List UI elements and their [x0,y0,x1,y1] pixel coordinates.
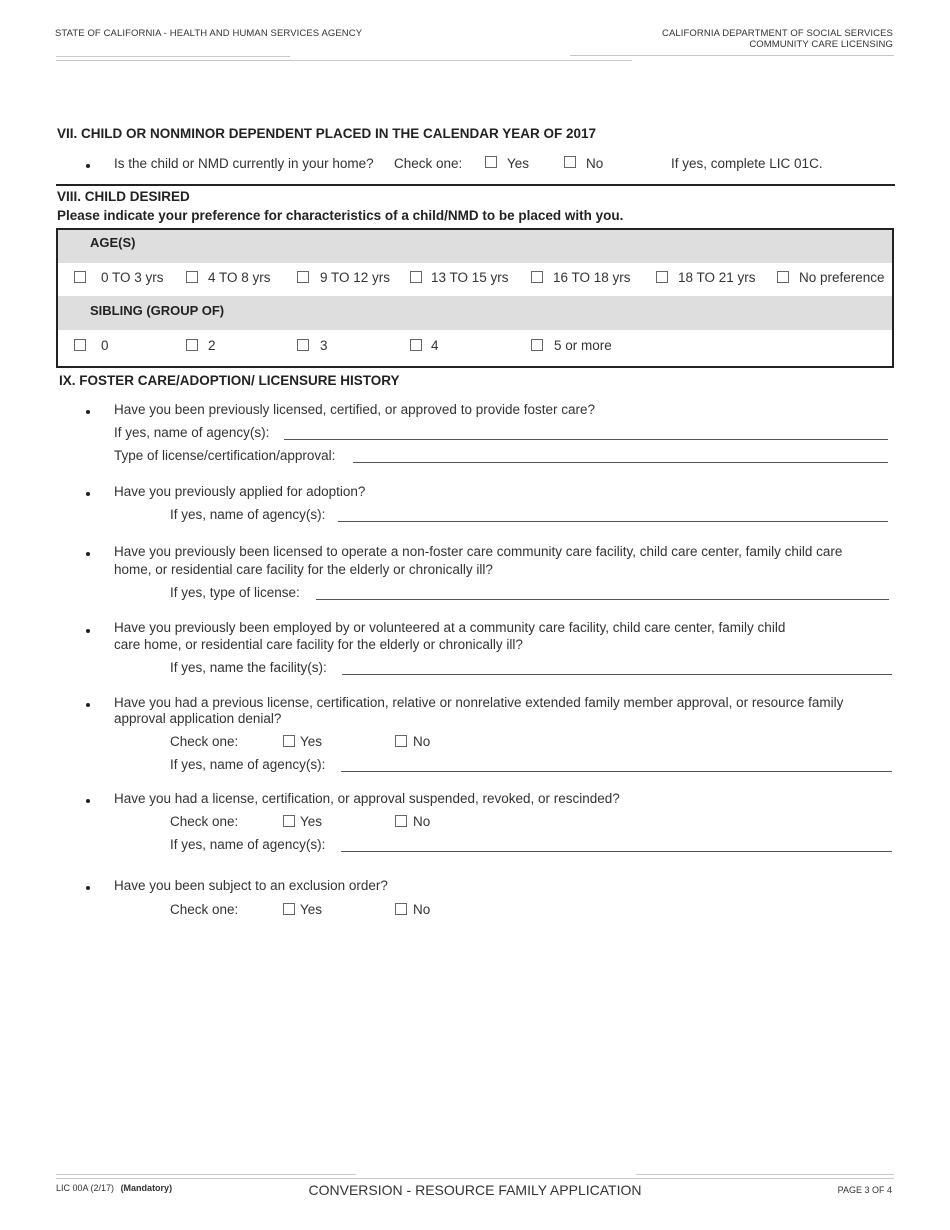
section-7-check-one: Check one: [394,156,463,171]
q7-check-one: Check one: [170,902,239,917]
header-rule-mid [56,60,632,61]
section-8-instruction: Please indicate your preference for characteristics of a child/NMD to be placed with you. [57,208,624,223]
footer-rule-left [56,1174,356,1175]
ages-label: AGE(S) [90,235,136,250]
age-4-8-checkbox[interactable] [186,271,198,283]
q4-facility-label: If yes, name the facility(s): [170,660,327,675]
q6-yes-checkbox[interactable] [283,815,295,827]
q5-text-line-1: Have you had a previous license, certification, relative or nonrelative extended family member approval, or resource family [114,695,844,710]
footer-rule-right [636,1174,894,1175]
age-0-3-label: 0 TO 3 yrs [101,270,164,285]
q5-no-label: No [413,734,431,749]
q3-type-input[interactable] [316,599,889,600]
sibling-2-checkbox[interactable] [186,339,198,351]
sibling-4-label: 4 [431,338,439,353]
department-line-2: COMMUNITY CARE LICENSING [749,39,893,50]
q7-no-label: No [413,902,431,917]
footer-rule-full [56,1178,894,1179]
q6-text: Have you had a license, certification, or approval suspended, revoked, or rescinded? [114,791,620,806]
header-rule-left [56,56,290,57]
header-rule-right [570,55,894,56]
q1-agency-label: If yes, name of agency(s): [114,425,270,440]
q5-no-checkbox[interactable] [395,735,407,747]
form-id-text: LIC 00A (2/17) [56,1183,115,1193]
sibling-2-label: 2 [208,338,216,353]
q4-text-line-2: care home, or residential care facility for the elderly or chronically ill? [114,637,523,652]
mandatory-label: (Mandatory) [120,1183,173,1193]
q3-text-line-2: home, or residential care facility for the elderly or chronically ill? [114,562,493,577]
q4-text-line-1: Have you previously been employed by or volunteered at a community care facility, child care center, family child [114,620,786,635]
q3-text-line-1: Have you previously been licensed to operate a non-foster care community care facility, child care center, family child care [114,544,843,559]
q2-agency-label: If yes, name of agency(s): [170,507,326,522]
agency-header: STATE OF CALIFORNIA - HEALTH AND HUMAN SERVICES AGENCY [55,28,363,39]
section-7-title: VII. CHILD OR NONMINOR DEPENDENT PLACED IN THE CALENDAR YEAR OF 2017 [57,126,597,141]
q4-facility-input[interactable] [342,674,892,675]
nmd-in-home-yes-label: Yes [507,156,530,171]
q6-agency-label: If yes, name of agency(s): [170,837,326,852]
bullet [86,552,90,556]
sibling-3-checkbox[interactable] [297,339,309,351]
q5-agency-label: If yes, name of agency(s): [170,757,326,772]
bullet [86,629,90,633]
q2-text: Have you previously applied for adoption? [114,484,366,499]
q7-text: Have you been subject to an exclusion order? [114,878,388,893]
q1-text: Have you been previously licensed, certified, or approved to provide foster care? [114,402,596,417]
q6-no-label: No [413,814,431,829]
bullet [86,886,90,890]
q6-check-one: Check one: [170,814,239,829]
q5-yes-checkbox[interactable] [283,735,295,747]
age-13-15-label: 13 TO 15 yrs [431,270,509,285]
age-0-3-checkbox[interactable] [74,271,86,283]
sibling-label: SIBLING (GROUP OF) [90,303,225,318]
age-16-18-label: 16 TO 18 yrs [553,270,631,285]
age-4-8-label: 4 TO 8 yrs [208,270,271,285]
nmd-in-home-no-checkbox[interactable] [564,156,576,168]
department-header [662,28,893,50]
q5-agency-input[interactable] [341,771,892,772]
form-title: CONVERSION - RESOURCE FAMILY APPLICATION [308,1182,642,1198]
sibling-5-or-more-label: 5 or more [554,338,612,353]
age-no-preference-label: No preference [799,270,885,285]
age-18-21-label: 18 TO 21 yrs [678,270,756,285]
q5-yes-label: Yes [300,734,323,749]
age-no-preference-checkbox[interactable] [777,271,789,283]
section-7-note: If yes, complete LIC 01C. [671,156,823,171]
q6-no-checkbox[interactable] [395,815,407,827]
sibling-0-label: 0 [101,338,109,353]
age-9-12-label: 9 TO 12 yrs [320,270,391,285]
bullet [86,164,90,168]
q7-yes-checkbox[interactable] [283,903,295,915]
q6-agency-input[interactable] [341,851,892,852]
sibling-0-checkbox[interactable] [74,339,86,351]
section-divider [56,184,895,186]
nmd-in-home-yes-checkbox[interactable] [485,156,497,168]
q2-agency-input[interactable] [338,521,888,522]
bullet [86,703,90,707]
bullet [86,492,90,496]
bullet [86,410,90,414]
q7-no-checkbox[interactable] [395,903,407,915]
age-13-15-checkbox[interactable] [410,271,422,283]
q1-type-input[interactable] [353,462,888,463]
q6-yes-label: Yes [300,814,323,829]
nmd-in-home-no-label: No [586,156,604,171]
sibling-5-or-more-checkbox[interactable] [531,339,543,351]
q7-yes-label: Yes [300,902,323,917]
sibling-3-label: 3 [320,338,328,353]
q5-text-line-2: approval application denial? [114,711,282,726]
sibling-4-checkbox[interactable] [410,339,422,351]
q5-check-one: Check one: [170,734,239,749]
bullet [86,799,90,803]
ages-header-bar [58,230,892,263]
age-16-18-checkbox[interactable] [531,271,543,283]
q1-type-label: Type of license/certification/approval: [114,448,336,463]
q1-agency-input[interactable] [284,439,888,440]
department-line-1: CALIFORNIA DEPARTMENT OF SOCIAL SERVICES [662,28,893,39]
age-18-21-checkbox[interactable] [656,271,668,283]
section-7-question: Is the child or NMD currently in your home? [114,156,374,171]
q3-type-label: If yes, type of license: [170,585,300,600]
age-9-12-checkbox[interactable] [297,271,309,283]
section-9-title: IX. FOSTER CARE/ADOPTION/ LICENSURE HISTORY [59,373,400,388]
section-8-title: VIII. CHILD DESIRED [57,189,190,204]
page-number: PAGE 3 OF 4 [837,1185,892,1195]
